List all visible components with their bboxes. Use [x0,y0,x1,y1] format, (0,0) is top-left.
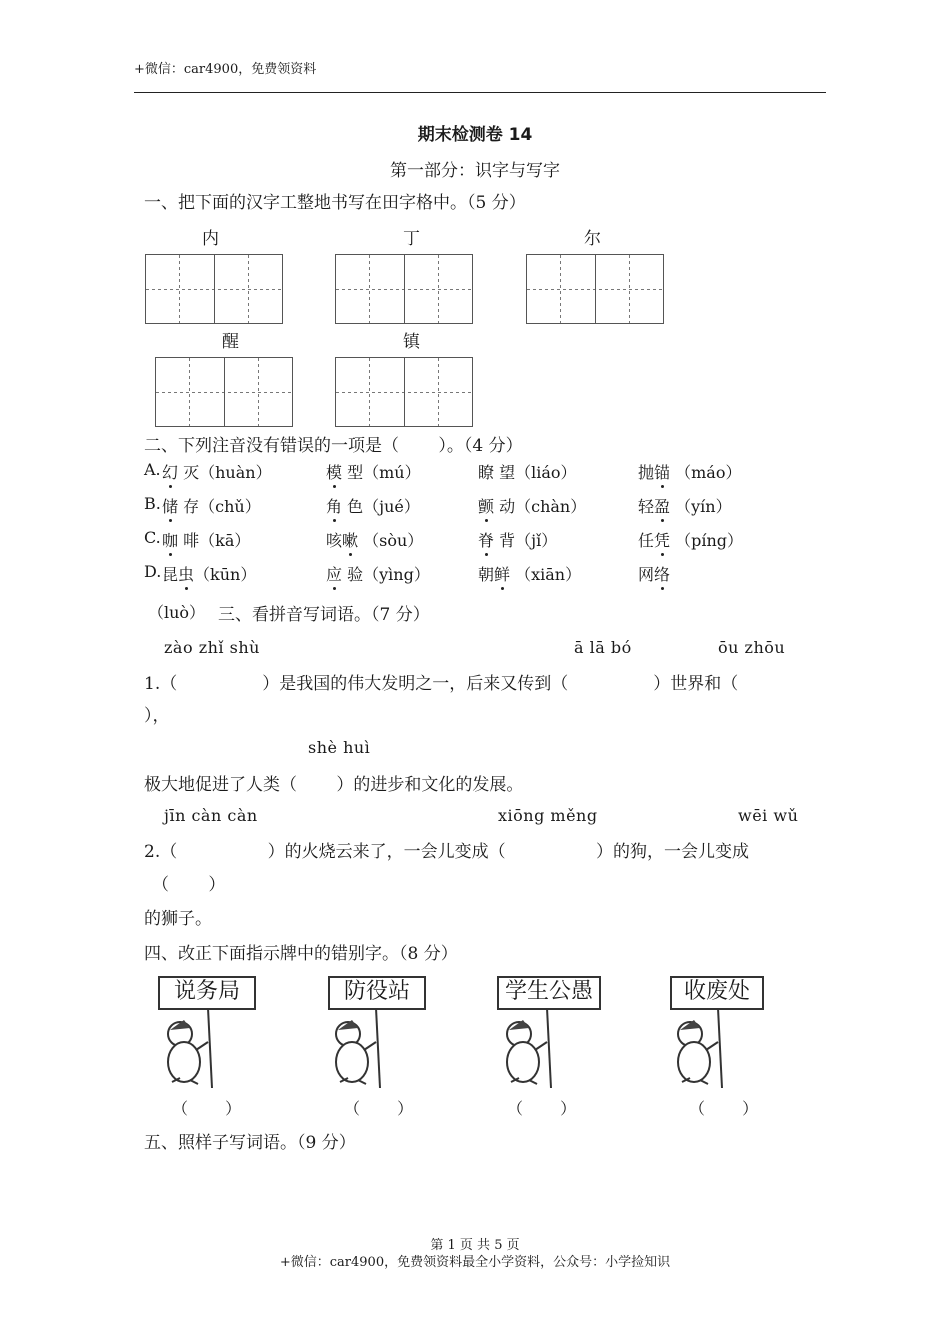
sign-board-3: 学生公愚 [497,976,601,1010]
b-word-3: 颤 动（chàn） [478,494,586,517]
q3-sentence2-line3: 的狮子。 [144,909,212,929]
q4-blank-1[interactable]: （ ） [172,1099,242,1118]
q4-title: 四、改正下面指示牌中的错别字。（8 分） [144,944,458,964]
q1-char-3: 尔 [584,229,601,249]
c-word-3: 脊 背（jǐ） [478,528,557,551]
penguin-icon [150,972,300,1092]
penguin-icon [322,972,472,1092]
tianzi-grid-4[interactable] [155,357,293,427]
c-word-1: 咖 啡（kā） [162,528,250,551]
sign-4 [664,972,814,1092]
sign-board-4: 收废处 [670,976,764,1010]
d-word-4: 网络 [638,562,670,585]
q4-blank-3[interactable]: （ ） [507,1099,577,1118]
d-last-pinyin: （luò） [148,603,206,622]
b-word-1: 储 存（chǔ） [162,494,261,517]
a-word-2: 模 型（mú） [326,460,421,483]
header-rule [134,92,826,93]
pinyin-alabo: ā lā bó [574,638,632,657]
b-word-4: 轻盈 （yín） [638,494,732,517]
d-word-3: 朝鲜 （xiān） [478,562,581,585]
q3-sentence1-line3: 极大地促进了人类（ ）的进步和文化的发展。 [144,775,524,795]
q3-sentence1-line2: ）， [144,706,170,726]
q3-sentence2-line2: （ ） [152,875,226,895]
option-b: B. [144,494,161,513]
d-word-1: 昆虫（kūn） [162,562,256,585]
a-word-1: 幻 灭（huàn） [162,460,272,483]
q3-title: 三、看拼音写词语。（7 分） [218,605,430,625]
q1-char-4: 醒 [222,332,239,352]
footer-note: +微信：car4900，免费领资料最全小学资料，公众号：小学捡知识 [279,1255,671,1270]
tianzi-grid-3[interactable] [526,254,664,324]
q1-char-1: 内 [202,229,219,249]
q3-sentence2-line1: 2.（ ）的火烧云来了，一会儿变成（ ）的狗，一会儿变成 [144,842,750,862]
pinyin-weiwu: wēi wǔ [738,806,799,825]
penguin-icon [493,972,643,1092]
option-d: D. [144,562,162,581]
pinyin-ouzhou: ōu zhōu [718,638,786,657]
pinyin-shehui: shè huì [308,738,371,757]
part1-title: 第一部分：识字与写字 [390,161,560,181]
q4-blank-4[interactable]: （ ） [689,1099,759,1118]
a-word-4: 抛锚 （máo） [638,460,741,483]
q1-char-2: 丁 [403,229,420,249]
page-number: 第 1 页 共 5 页 [430,1238,520,1253]
pinyin-xiongmeng: xiōng měng [498,806,598,825]
c-word-4: 任凭 （píng） [638,528,743,551]
a-word-3: 瞭 望（liáo） [478,463,577,482]
q5-title: 五、照样子写词语。（9 分） [144,1133,356,1153]
tianzi-grid-5[interactable] [335,357,473,427]
sign-board-1: 说务局 [158,976,256,1010]
sign-board-2: 防役站 [328,976,426,1010]
tianzi-grid-1[interactable] [145,254,283,324]
option-a: A. [144,460,161,479]
pinyin-jincancan: jīn càn càn [164,806,258,825]
penguin-icon [664,972,814,1092]
q1-char-5: 镇 [403,332,420,352]
sign-3 [493,972,643,1092]
q1-title: 一、把下面的汉字工整地书写在田字格中。（5 分） [144,193,526,213]
sign-2 [322,972,472,1092]
q2-title: 二、下列注音没有错误的一项是（ ）。（4 分） [144,436,523,456]
exam-title: 期末检测卷 14 [417,125,533,145]
header-note: +微信：car4900，免费领资料 [134,62,317,77]
pinyin-zaozhishu: zào zhǐ shù [164,638,260,657]
tianzi-grid-2[interactable] [335,254,473,324]
c-word-2: 咳嗽 （sòu） [326,528,423,551]
option-c: C. [144,528,161,547]
q4-blank-2[interactable]: （ ） [344,1099,414,1118]
b-word-2: 角 色（jué） [326,494,420,517]
sign-1 [150,972,300,1092]
d-word-2: 应 验（yìng） [326,562,430,585]
q3-sentence1-line1: 1.（ ）是我国的伟大发明之一，后来又传到（ ）世界和（ [144,674,739,694]
